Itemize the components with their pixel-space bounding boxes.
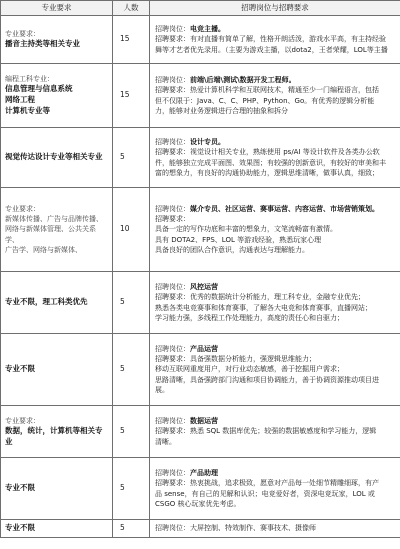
position-name: 设计专员。	[190, 138, 225, 147]
requirement-line: 舞等才艺者优先录用。（主要为游戏主播，以dota2，王者荣耀，LOL等主播	[155, 45, 388, 54]
major-name: 数据，统计，计算机等相关专业	[5, 425, 103, 446]
count-cell: 5	[113, 272, 150, 334]
position-label: 招聘岗位：	[155, 76, 190, 85]
requirement-line: 招聘要求：具备强数据分析能力，强逻辑思维能力；	[155, 355, 316, 364]
count-cell: 5	[113, 406, 150, 458]
major-name: 专业不限	[5, 483, 35, 493]
position-name: 媒介专员、社区运营、赛事运营、内容运营、市场营销策划。	[190, 205, 379, 214]
major-name: 专业不限，理工科类优先	[5, 297, 88, 307]
position-cell	[150, 64, 400, 128]
major-cell	[1, 334, 113, 406]
table-row	[1, 128, 400, 188]
position-label: 招聘岗位：	[155, 283, 190, 292]
count-cell: 10	[113, 188, 150, 272]
count-cell: 5	[113, 128, 150, 188]
major-name: 信息管理与信息系统	[5, 84, 73, 94]
table-row	[1, 406, 400, 458]
table-row	[1, 16, 400, 64]
requirement-line: 富的想象力，有良好的沟通协助能力，逻辑思维清晰，做事认真，细致；	[155, 168, 379, 177]
major-name: 计算机专业等	[5, 106, 50, 115]
requirement-line: 力，能够对业务逻辑进行合理的抽象和拆分	[155, 106, 288, 115]
requirement-line: 招聘要求：有对直播有简单了解，性格开朗活泼，游戏水平高，有主持经验	[155, 35, 386, 44]
major-line: 新媒体传播、广告与品牌传播、	[5, 215, 103, 224]
major-name: 播音主持类等相关专业	[5, 39, 80, 49]
major-cell	[1, 458, 113, 520]
position-cell	[150, 406, 400, 458]
major-label: 专业要求：	[5, 416, 40, 425]
table-row	[1, 334, 400, 406]
requirement-line: 招聘要求：热衷挑战，追求极致，愿意对产品每一处细节精雕细琢，有产	[155, 479, 379, 488]
count-cell: 15	[113, 16, 150, 64]
header-count: 人数	[113, 1, 150, 16]
table-header-row	[1, 1, 400, 16]
position-name: 数据运营	[190, 417, 218, 426]
major-label: 编程工科专业：	[5, 75, 54, 84]
major-label: 专业要求：	[5, 29, 40, 38]
table-row	[1, 64, 400, 128]
major-cell	[1, 520, 113, 538]
major-cell	[1, 128, 113, 188]
major-name: 专业不限	[5, 364, 35, 374]
position-name: 前端\后端\测试\数据开发工程师。	[190, 76, 296, 85]
position-cell	[150, 188, 400, 272]
position-name: 产品助理	[190, 469, 218, 478]
major-cell	[1, 272, 113, 334]
position-cell	[150, 272, 400, 334]
requirement-line: 品 sense，有自己的见解和认识；电竞爱好者，资深电竞玩家，LOL 或	[155, 489, 375, 498]
position-label: 招聘岗位：	[155, 25, 190, 34]
major-name: 专业不限	[5, 523, 35, 533]
major-name: 网络工程	[5, 95, 35, 105]
position-name: 电竞主播。	[190, 25, 225, 34]
table-row	[1, 520, 400, 538]
position-label: 招聘岗位：	[155, 138, 190, 147]
position-cell	[150, 16, 400, 64]
header-major: 专业要求	[1, 1, 113, 16]
major-line: 网络与新媒体管理、公共关系学、	[5, 225, 96, 244]
position-cell	[150, 128, 400, 188]
position-label: 招聘岗位：	[155, 524, 190, 533]
requirement-line: 招聘要求：优秀的数据统计分析能力，理工科专业，金融专业优先；	[155, 293, 365, 302]
position-name: 产品运营	[190, 345, 218, 354]
requirement-line: 招聘要求：	[155, 215, 190, 224]
major-cell	[1, 188, 113, 272]
requirement-line: 招聘要求：热爱计算机科学和互联网技术，精通至少一门编程语言，包括	[155, 86, 379, 95]
requirement-line: 学习能力强，多线程工作处理能力，高度的责任心和自驱力；	[155, 313, 344, 322]
position-cell	[150, 458, 400, 520]
count-cell: 5	[113, 334, 150, 406]
requirement-line: 招聘要求：视觉设计相关专业，熟练使用 ps/AI 等设计软件及各类办公软	[155, 148, 380, 157]
requirement-line: 具备一定的写作功底和丰富的想象力，文笔流畅富有激情。	[155, 225, 337, 234]
requirement-line: CSGO 核心玩家优先考虑。	[155, 499, 241, 508]
count-cell: 15	[113, 64, 150, 128]
requirement-line: 具有 DOTA2、FPS、LOL 等游戏经验，熟悉玩家心理	[155, 235, 322, 244]
major-cell	[1, 16, 113, 64]
requirement-line: 清晰。	[155, 437, 176, 446]
table-row	[1, 188, 400, 272]
major-cell	[1, 406, 113, 458]
position-label: 招聘岗位：	[155, 205, 190, 214]
requirement-line: 但不仅限于：Java、C、C、PHP、Python、Go。有优秀的逻辑分析能	[155, 96, 375, 105]
requirement-line: 招聘要求：熟悉 SQL 数据库优先；较强的数据敏感度和学习能力，逻辑	[155, 427, 377, 436]
position-name: 风控运营	[190, 283, 218, 292]
major-line: 广告学、网络与新媒体、	[5, 245, 82, 254]
requirement-line: 件，能够独立完成平面图、效果图；有较强的创新意识，有较好的审美和丰	[155, 158, 386, 167]
position-label: 招聘岗位：	[155, 469, 190, 478]
requirement-line: 思路清晰，具备强跨部门沟通和项目协调能力，善于协调资源推动项目进	[155, 375, 379, 384]
major-name: 视觉传达设计专业等相关专业	[5, 152, 103, 162]
position-label: 招聘岗位：	[155, 345, 190, 354]
requirement-line: 移动互联网重度用户，对行业动态敏感，善于挖掘用户需求；	[155, 365, 344, 374]
requirement-line: 具备良好的团队合作意识，沟通表达与理解能力。	[155, 245, 309, 254]
requirement-line: 熟悉各类电竞赛事和体育赛事，了解各大电竞和体育赛事，直播网站；	[155, 303, 372, 312]
count-cell: 5	[113, 458, 150, 520]
major-cell	[1, 64, 113, 128]
count-cell: 5	[113, 520, 150, 538]
table-row	[1, 458, 400, 520]
position-cell	[150, 334, 400, 406]
requirement-line: 大屏控制、特效制作、赛事技术、摄像师	[190, 524, 316, 533]
position-label: 招聘岗位：	[155, 417, 190, 426]
requirement-line: 展。	[155, 385, 169, 394]
header-position: 招聘岗位与招聘要求	[150, 1, 400, 16]
position-cell	[150, 520, 400, 538]
table-row	[1, 272, 400, 334]
major-line: 专业要求：	[5, 205, 40, 214]
